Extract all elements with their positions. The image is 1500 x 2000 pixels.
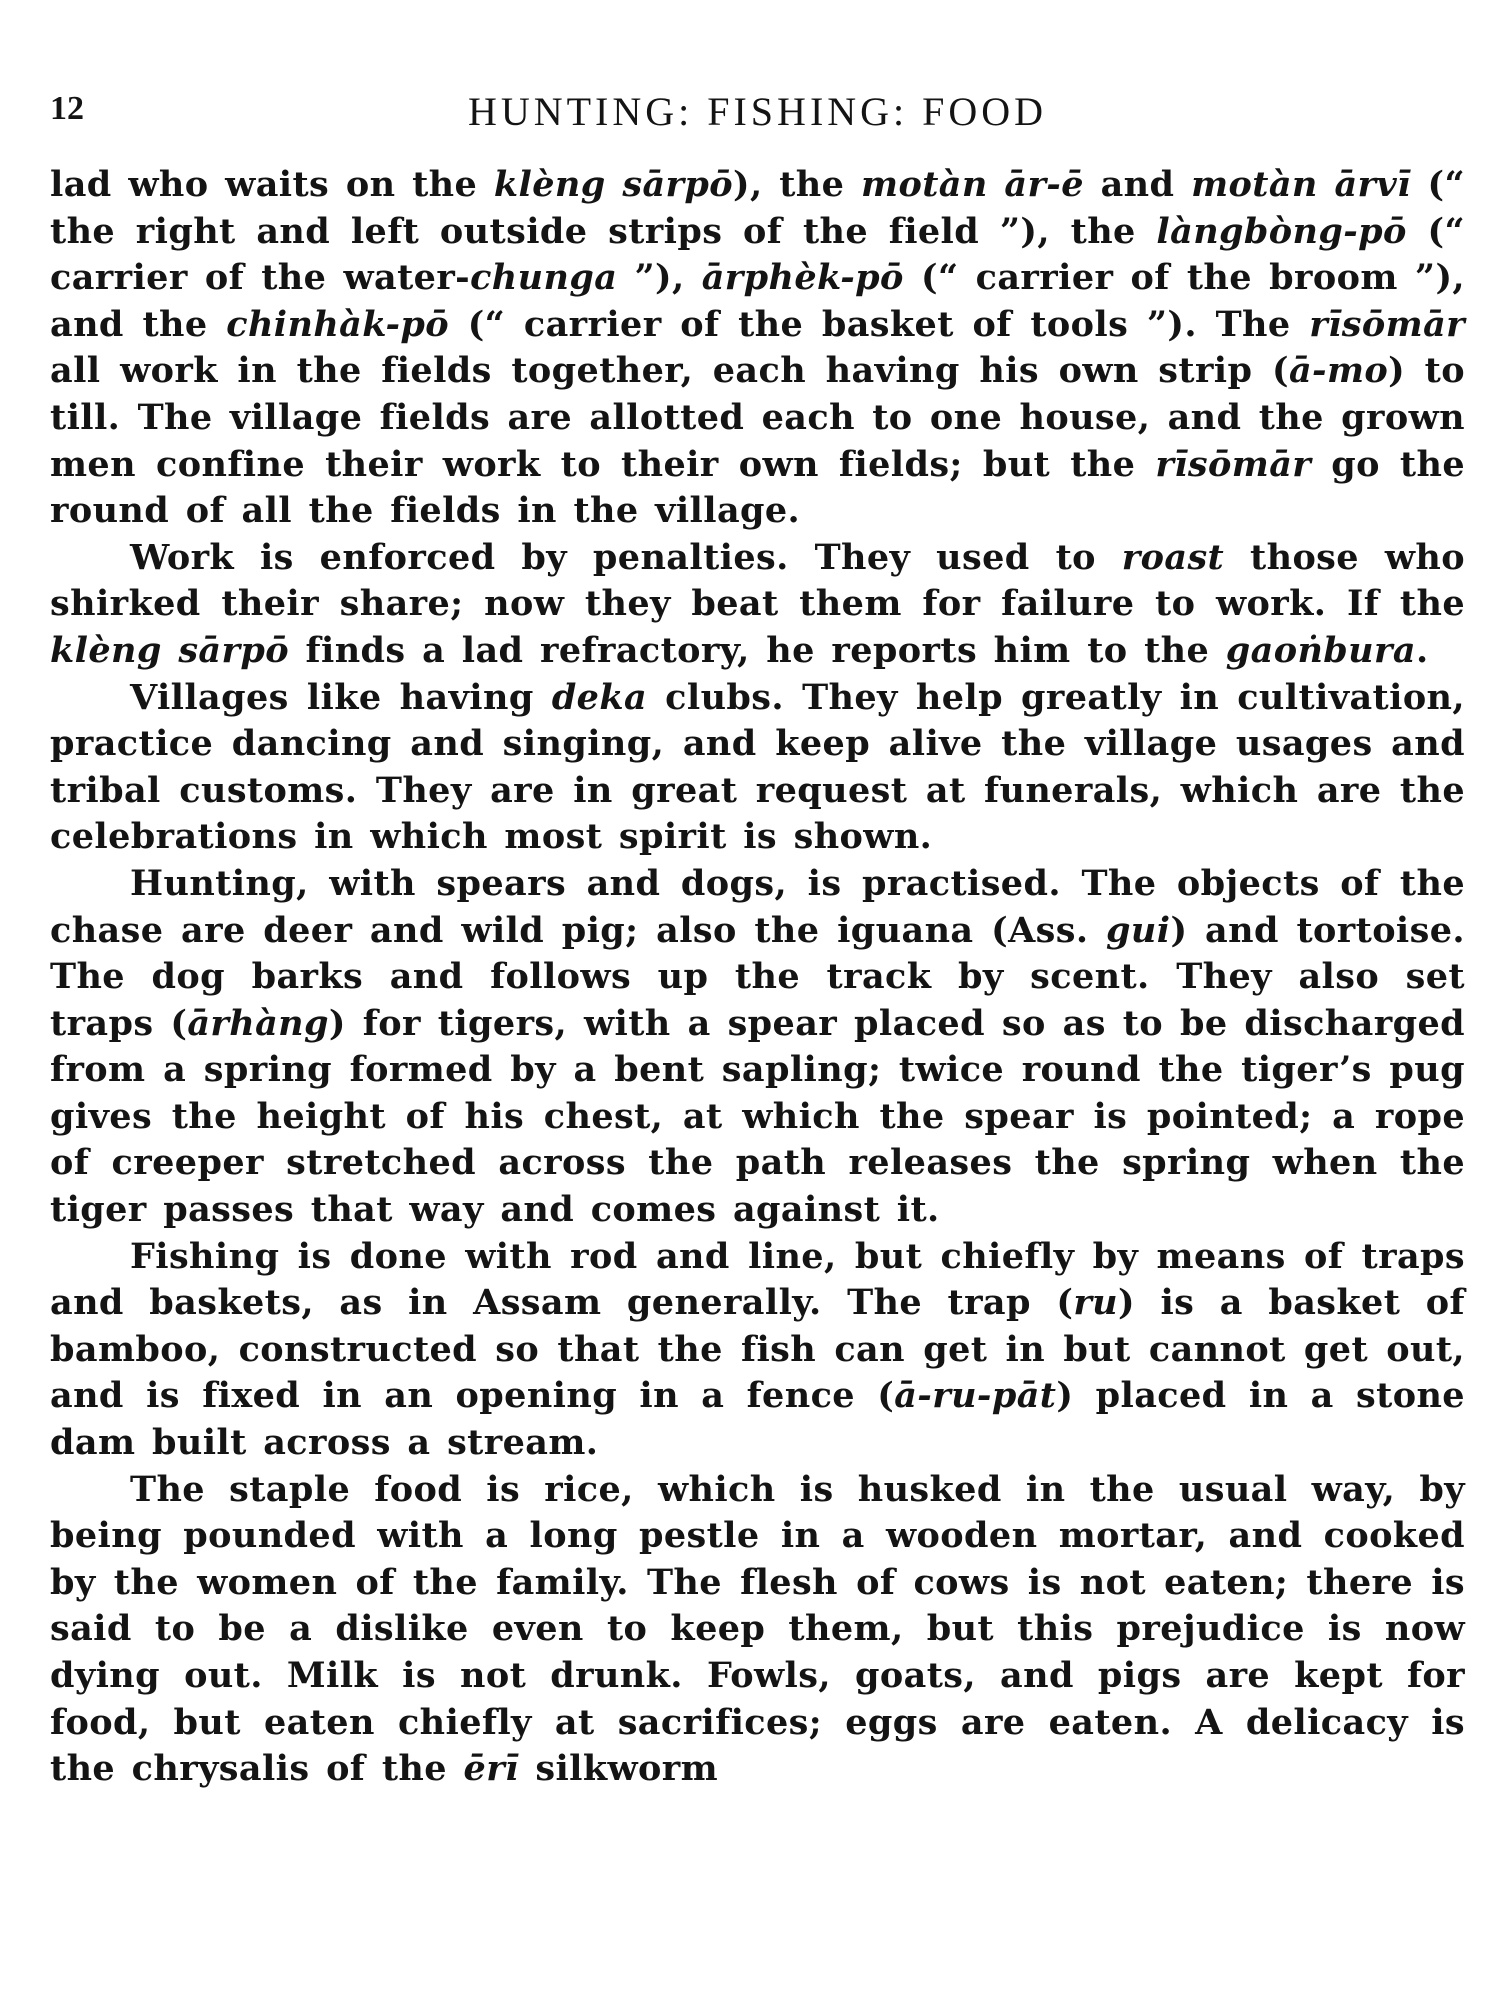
text-run: Fishing is done with rod and line, but chiefly by means of traps and baskets, as in Assam generally. The trap ( [50, 1235, 1465, 1324]
chapter-running-title: HUNTING: FISHING: FOOD [467, 89, 1048, 134]
italic-term: làngbòng-pō [1156, 210, 1407, 252]
running-head [50, 80, 1465, 140]
page-number: 12 [50, 90, 84, 127]
italic-term: ā-ru-pāt [894, 1375, 1057, 1417]
text-run: (“ carrier of the basket of tools ”). The [449, 303, 1310, 345]
text-run: ) placed in a stone dam built across a stream. [50, 1375, 1465, 1464]
paragraph [50, 861, 1465, 1234]
italic-term: rīsōmār [1309, 303, 1465, 345]
text-run: Hunting, with spears and dogs, is practised. The objects of the chase are deer and wild pig; also the iguana (Ass. [50, 862, 1465, 951]
book-page [50, 80, 1465, 1793]
text-run: clubs. They help greatly in cultivation, practice dancing and singing, and keep alive the village usages and tribal customs. They are in great request at funerals, which are the celebrations in which most spirit is shown. [50, 676, 1465, 858]
text-run: lad who waits on the [50, 164, 494, 205]
italic-term: ērī [463, 1748, 519, 1790]
paragraph [50, 1467, 1465, 1793]
italic-term: klèng sārpō [50, 629, 289, 671]
text-run: . [1415, 629, 1429, 671]
italic-term: klèng sārpō [493, 164, 733, 205]
italic-term: motàn ār-ē [861, 164, 1084, 205]
paragraph [50, 1234, 1465, 1467]
text-run: and [1083, 164, 1192, 205]
italic-term: gaoṅbura [1225, 629, 1416, 671]
text-run: those who shirked their share; now they beat them for failure to work. If the [50, 536, 1465, 625]
text-run: silkworm [518, 1748, 719, 1790]
italic-term: deka [551, 676, 648, 718]
italic-term: ārhàng [187, 1002, 329, 1044]
italic-term: chunga [470, 257, 618, 299]
text-run: ) is a basket of bamboo, constructed so that the fish can get in but cannot get out, and is fixed in an opening in a fence ( [50, 1282, 1465, 1417]
italic-term: ru [1073, 1282, 1119, 1324]
italic-term: chinhàk-pō [226, 303, 450, 345]
text-run: ) and tortoise. The dog barks and follows up the track by scent. They also set traps ( [50, 909, 1465, 1044]
italic-term: gui [1106, 909, 1171, 951]
paragraph [50, 535, 1465, 675]
text-run: (“ the right and left outside strips of the field ”), the [50, 164, 1466, 252]
italic-term: motàn ārvī [1191, 164, 1411, 205]
italic-term: rīsōmār [1155, 443, 1312, 485]
text-run: Work is enforced by penalties. They used to [130, 536, 1122, 578]
text-run: finds a lad refractory, he reports him to the [288, 629, 1226, 671]
text-run: ) to till. The village fields are allotted each to one house, and the grown men confine their work to their own fields; but the [50, 350, 1465, 485]
body-text [50, 162, 1465, 1793]
italic-term: ā-mo [1288, 350, 1389, 392]
text-run: (“ carrier of the broom ”), and the [50, 257, 1466, 345]
text-run: (“ carrier of the water- [50, 210, 1465, 299]
text-run: all work in the fields together, each having his own strip ( [50, 350, 1289, 392]
paragraph [50, 675, 1465, 861]
paragraph [50, 162, 1465, 535]
italic-term: ārphèk-pō [701, 257, 904, 299]
text-run: ) for tigers, with a spear placed so as to be discharged from a spring formed by a bent sapling; twice round the tiger’s pug gives the height of his chest, at which the spear is pointed; a rope of creeper stretched across the path releases the spring when the tiger passes that way and comes against it. [50, 1002, 1465, 1231]
italic-term: roast [1121, 536, 1225, 578]
text-run: The staple food is rice, which is husked in the usual way, by being pounded with a long pestle in a wooden mortar, and cooked by the women of the family. The flesh of cows is not eaten; there is said to be a dislike even to keep them, but this prejudice is now dying out. Milk is not drunk. Fowls, goats, and pigs are kept for food, but eaten chiefly at sacrifices; eggs are eaten. A delicacy is the chrysalis of the [50, 1468, 1465, 1790]
text-run: go the round of all the fields in the village. [50, 443, 1465, 532]
text-run: ), the [732, 164, 862, 205]
text-run: ”), [617, 257, 702, 299]
text-run: Villages like having [130, 676, 552, 718]
